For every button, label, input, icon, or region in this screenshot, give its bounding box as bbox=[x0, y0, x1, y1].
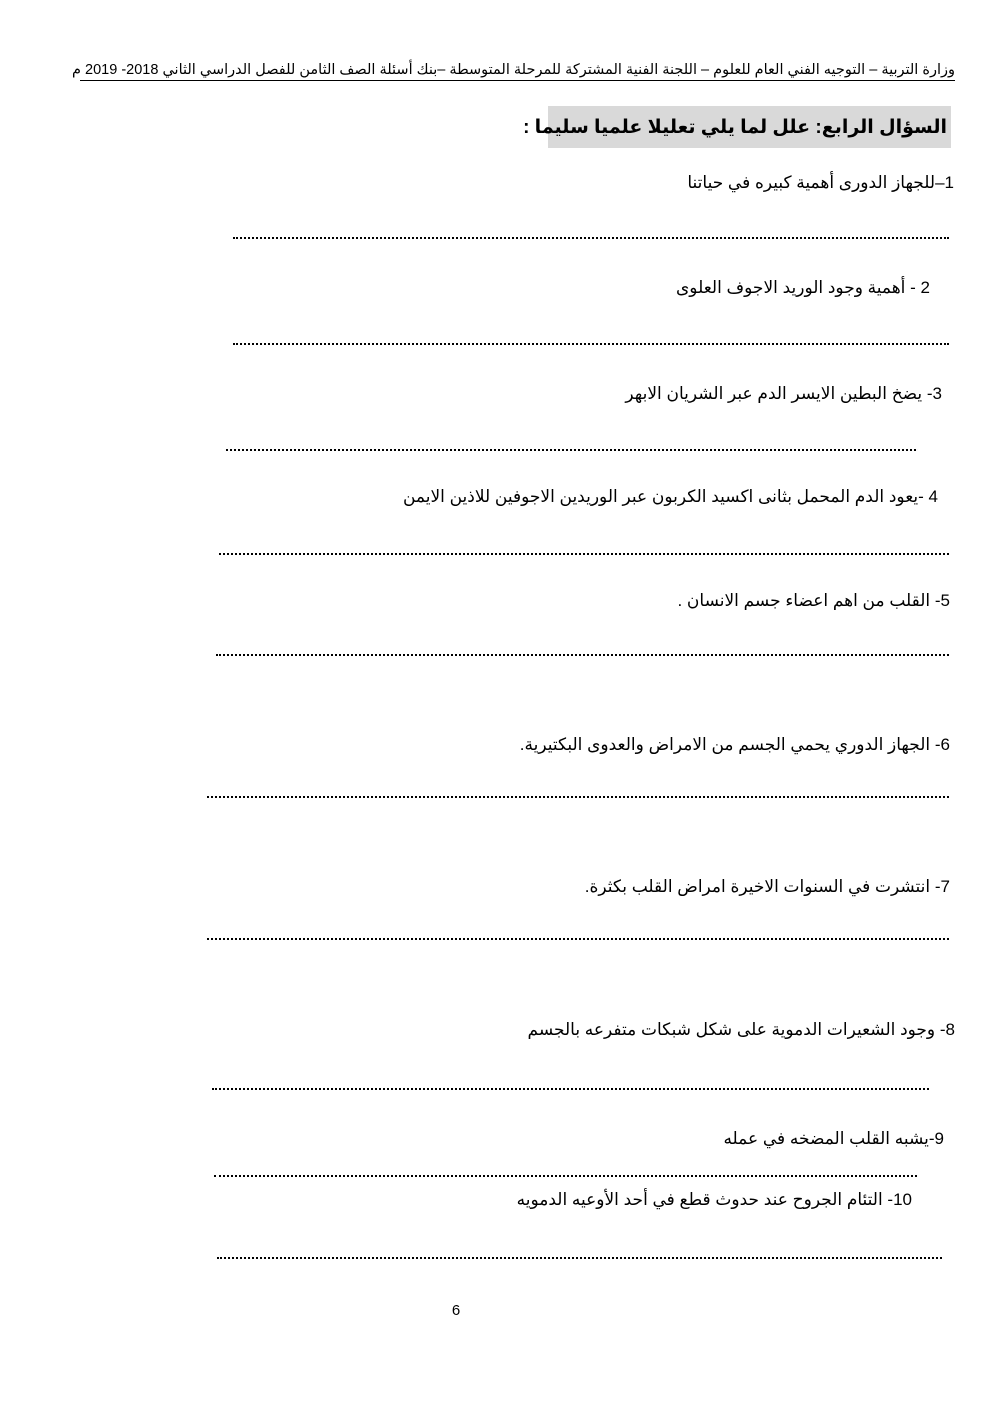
question-item-6: 6- الجهاز الدوري يحمي الجسم من الامراض والعدوى البكتيرية. bbox=[519, 735, 950, 754]
answer-line-3[interactable] bbox=[226, 449, 916, 451]
question-item-3: 3- يضخ البطين الايسر الدم عبر الشريان الابهر bbox=[625, 384, 942, 403]
answer-line-2[interactable] bbox=[233, 343, 949, 345]
answer-line-10[interactable] bbox=[217, 1257, 942, 1259]
answer-line-4[interactable] bbox=[219, 553, 949, 555]
question-title: السؤال الرابع: علل لما يلي تعليلا علميا سليما : bbox=[548, 106, 951, 148]
answer-line-7[interactable] bbox=[207, 938, 949, 940]
question-item-5: 5- القلب من اهم اعضاء جسم الانسان . bbox=[677, 591, 950, 610]
answer-line-6[interactable] bbox=[207, 796, 949, 798]
question-item-10: 10- التئام الجروح عند حدوث قطع في أحد الأوعيه الدمويه bbox=[516, 1190, 912, 1209]
answer-line-1[interactable] bbox=[233, 237, 949, 239]
page-header: وزارة التربية – التوجيه الفني العام للعلوم – اللجنة الفنية المشتركة للمرحلة المتوسطة –بنك أسئلة الصف الثامن للفصل الدراسي الثاني 2018- 2019 م bbox=[72, 62, 955, 78]
answer-line-8[interactable] bbox=[212, 1088, 929, 1090]
question-item-8: 8- وجود الشعيرات الدموية على شكل شبكات متفرعه بالجسم bbox=[527, 1020, 955, 1039]
answer-line-5[interactable] bbox=[216, 654, 949, 656]
question-item-7: 7- انتشرت في السنوات الاخيرة امراض القلب بكثرة. bbox=[584, 877, 950, 896]
question-item-1: 1–للجهاز الدورى أهمية كبيره في حياتنا bbox=[687, 173, 954, 192]
answer-line-9[interactable] bbox=[214, 1175, 917, 1177]
header-divider bbox=[80, 80, 955, 81]
page-number: 6 bbox=[451, 1302, 461, 1319]
question-item-2: 2 - أهمية وجود الوريد الاجوف العلوى bbox=[675, 278, 930, 297]
question-item-4: 4 -يعود الدم المحمل بثانى اكسيد الكربون عبر الوريدين الاجوفين للاذين الايمن bbox=[402, 487, 938, 506]
question-item-9: 9-يشبه القلب المضخه في عمله bbox=[723, 1129, 944, 1148]
